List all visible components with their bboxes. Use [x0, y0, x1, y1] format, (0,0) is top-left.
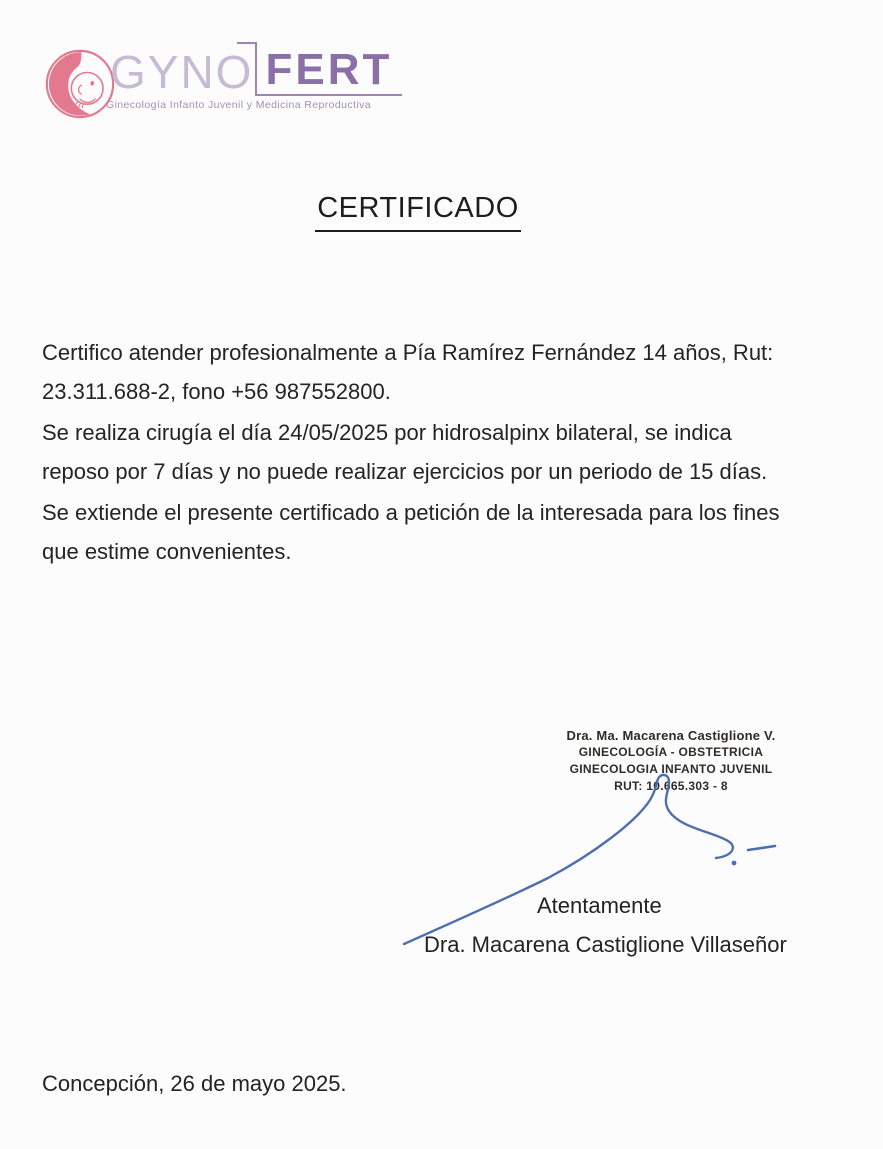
paragraph-patient [42, 334, 842, 411]
stamp-doctor-name: Dra. Ma. Macarena Castiglione V. [566, 728, 776, 743]
stamp-specialty-1: GINECOLOGÍA - OBSTETRICIA [578, 745, 764, 759]
text-line: Se realiza cirugía el día 24/05/2025 por hidrosalpinx bilateral, se indica [42, 420, 732, 445]
logo-text [106, 44, 402, 111]
signature-ink [388, 770, 788, 955]
stamp-specialty-2: GINECOLOGIA INFANTO JUVENIL [569, 762, 773, 776]
logo-text-fert: FERT [255, 44, 402, 96]
text-line: 23.311.688-2, fono +56 987552800. [42, 378, 391, 404]
place-date: Concepción, 26 de mayo 2025. [42, 1071, 347, 1096]
text-line: reposo por 7 días y no puede realizar ejercicios por un periodo de 15 días. [42, 458, 768, 484]
stamp-rut: RUT: 10.665.303 - 8 [614, 779, 728, 793]
text-line: Certifico atender profesionalmente a Pía Ramírez Fernández 14 años, Rut: [42, 340, 774, 365]
text-line: que estime convenientes. [42, 538, 292, 564]
paragraph-surgery [42, 414, 842, 491]
certificate-body [42, 334, 842, 574]
doctor-name: Dra. Macarena Castiglione Villaseñor [424, 932, 787, 957]
salutation: Atentamente [537, 893, 662, 918]
text-line: Se extiende el presente certificado a petición de la interesada para los fines [42, 500, 780, 525]
clinic-logo [44, 44, 402, 120]
certificate-title: CERTIFICADO [315, 192, 521, 232]
logo-tagline: Ginecología Infanto Juvenil y Medicina Reproductiva [106, 99, 371, 111]
logo-text-gyno: GYNO [110, 46, 254, 98]
paragraph-purpose [42, 494, 842, 571]
doctor-stamp [556, 727, 786, 795]
title-wrap [0, 192, 836, 232]
